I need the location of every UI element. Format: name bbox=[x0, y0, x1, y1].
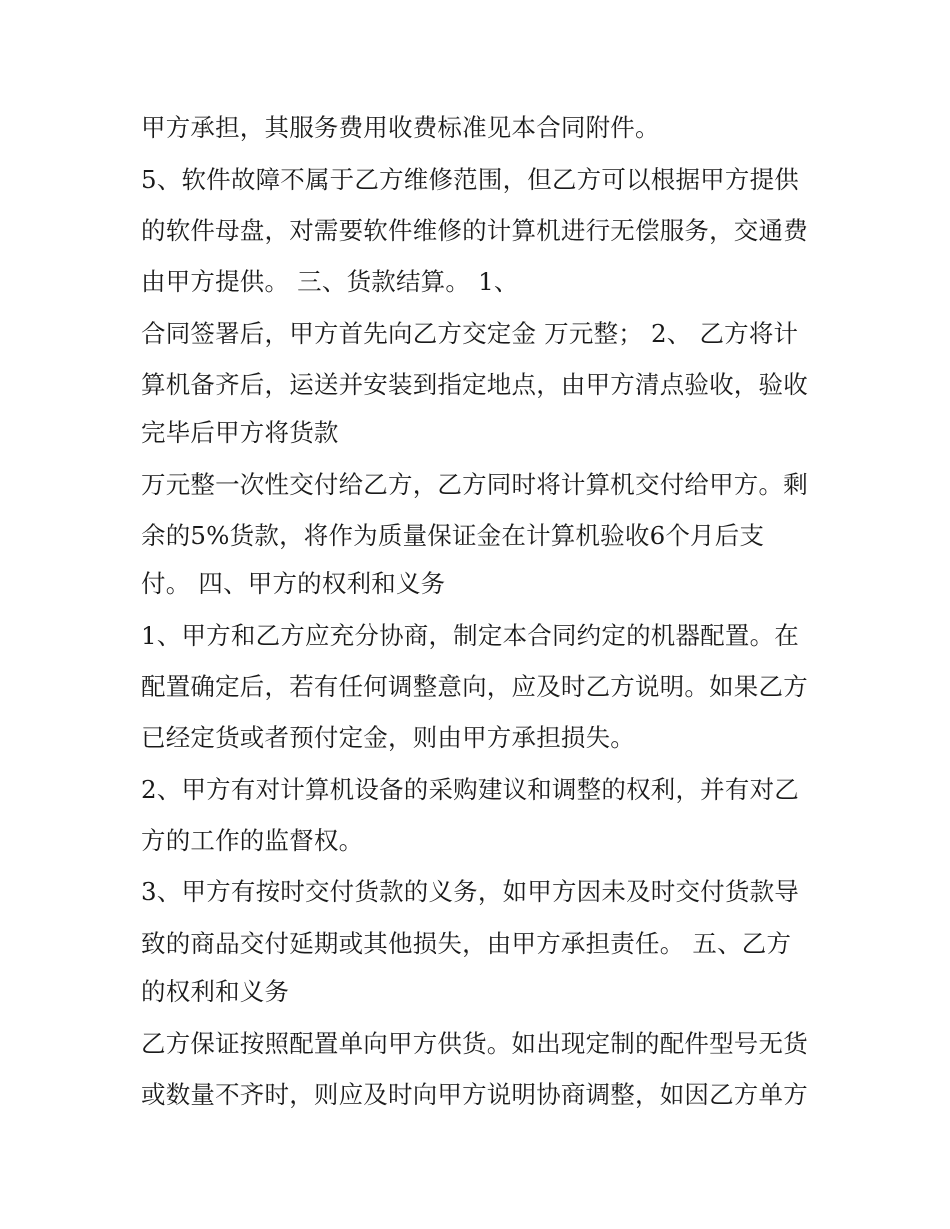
text-line: 万元整一次性交付给乙方，乙方同时将计算机交付给甲方。剩 bbox=[141, 470, 808, 499]
text-line: 由甲方提供。 三、货款结算。 1、 bbox=[141, 267, 519, 296]
text-line: 完毕后甲方将货款 bbox=[141, 418, 339, 447]
text-line: 付。 四、甲方的权利和义务 bbox=[141, 569, 446, 598]
text-line: 1、甲方和乙方应充分协商，制定本合同约定的机器配置。在 bbox=[141, 621, 799, 650]
text-line: 配置确定后，若有任何调整意向，应及时乙方说明。如果乙方 bbox=[141, 672, 808, 701]
text-line: 已经定货或者预付定金，则由甲方承担损失。 bbox=[141, 723, 635, 752]
text-line: 算机备齐后，运送并安装到指定地点，由甲方清点验收，验收 bbox=[141, 370, 808, 399]
text-line: 余的5%货款，将作为质量保证金在计算机验收6个月后支 bbox=[141, 521, 765, 550]
text-line: 乙方保证按照配置单向甲方供货。如出现定制的配件型号无货 bbox=[141, 1029, 808, 1058]
text-line: 致的商品交付延期或其他损失，由甲方承担责任。 五、乙方 bbox=[141, 929, 792, 958]
text-line: 3、甲方有按时交付货款的义务，如甲方因未及时交付货款导 bbox=[141, 877, 799, 906]
text-line: 的软件母盘，对需要软件维修的计算机进行无偿服务，交通费 bbox=[141, 216, 808, 245]
text-line: 或数量不齐时，则应及时向甲方说明协商调整，如因乙方单方 bbox=[141, 1080, 808, 1109]
text-line: 的权利和义务 bbox=[141, 977, 290, 1006]
text-line: 2、甲方有对计算机设备的采购建议和调整的权利，并有对乙 bbox=[141, 775, 799, 804]
text-line: 5、软件故障不属于乙方维修范围，但乙方可以根据甲方提供 bbox=[141, 165, 799, 194]
text-line: 方的工作的监督权。 bbox=[141, 826, 364, 855]
text-line: 合同签署后，甲方首先向乙方交定金 万元整； 2、 乙方将计 bbox=[141, 319, 799, 348]
text-line: 甲方承担，其服务费用收费标准见本合同附件。 bbox=[141, 113, 660, 142]
